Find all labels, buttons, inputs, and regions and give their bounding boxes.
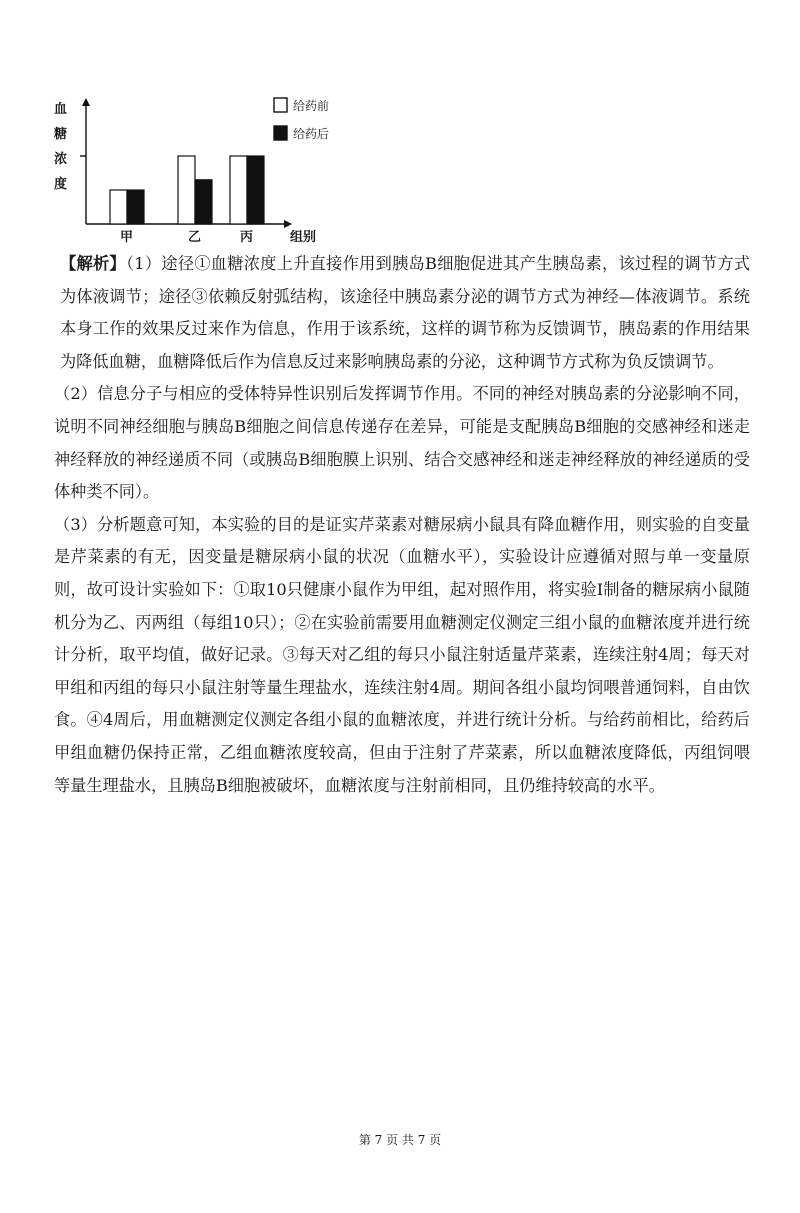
x-axis-arrow <box>284 220 292 228</box>
chart-svg <box>52 92 342 244</box>
y-axis-label-char: 浓 <box>54 152 68 167</box>
y-axis-arrow <box>82 98 90 106</box>
bar-before-1 <box>178 156 195 224</box>
analysis-label: 【解析】 <box>60 254 126 273</box>
blood-sugar-bar-chart <box>52 92 342 244</box>
bar-after-0 <box>127 190 144 224</box>
analysis-paragraph-1 <box>60 248 750 378</box>
y-axis-label-char: 血 <box>54 102 68 117</box>
analysis-paragraph-1-text: （1）途径①血糖浓度上升直接作用到胰岛B细胞促进其产生胰岛素，该过程的调节方式为体液调节；途径③依赖反射弧结构，该途径中胰岛素分泌的调节方式为神经—体液调节。系统本身工作的效果反过来作为信息，作用于该系统，这样的调节称为反馈调节，胰岛素的作用结果为降低血糖，血糖降低后作为信息反过来影响胰岛素的分泌，这种调节方式称为负反馈调节。 <box>60 254 751 371</box>
analysis-paragraph-3: （3）分析题意可知，本实验的目的是证实芹菜素对糖尿病小鼠具有降血糖作用，则实验的自变量是芹菜素的有无，因变量是糖尿病小鼠的状况（血糖水平），实验设计应遵循对照与单一变量原则，故可设计实验如下：①取10只健康小鼠作为甲组，起对照作用，将实验Ⅰ制备的糖尿病小鼠随机分为乙、丙两组（每组10只）；②在实验前需要用血糖测定仪测定三组小鼠的血糖浓度并进行统计分析，取平均值，做好记录。③每天对乙组的每只小鼠注射适量芹菜素，连续注射4周；每天对甲组和丙组的每只小鼠注射等量生理盐水，连续注射4周。期间各组小鼠均饲喂普通饲料，自由饮食。④4周后，用血糖测定仪测定各组小鼠的血糖浓度，并进行统计分析。与给药前相比，给药后甲组血糖仍保持正常，乙组血糖浓度较高，但由于注射了芹菜素，所以血糖浓度降低，丙组饲喂等量生理盐水，且胰岛B细胞被破坏，血糖浓度与注射前相同，且仍维持较高的水平。 <box>54 514 750 795</box>
analysis-section <box>54 248 751 802</box>
x-axis-label: 组别 <box>290 230 317 244</box>
legend-label-1: 给药后 <box>293 127 330 141</box>
analysis-paragraph-2: （2）信息分子与相应的受体特异性识别后发挥调节作用。不同的神经对胰岛素的分泌影响不同，说明不同神经细胞与胰岛B细胞之间信息传递存在差异，可能是支配胰岛B细胞的交感神经和迷走神经释放的神经递质不同（或胰岛B细胞膜上识别、结合交感神经和迷走神经释放的神经递质的受体种类不同）。 <box>54 384 750 502</box>
bar-after-1 <box>195 180 212 224</box>
legend-label-0: 给药前 <box>293 99 330 113</box>
legend-swatch-0 <box>274 98 287 112</box>
category-label: 乙 <box>188 230 202 244</box>
category-label: 丙 <box>240 230 254 244</box>
legend-swatch-1 <box>274 126 287 140</box>
y-axis-label-char: 糖 <box>54 127 68 142</box>
page-footer: 第 7 页 共 7 页 <box>358 1133 442 1147</box>
bar-before-0 <box>110 190 127 224</box>
y-axis-label-char: 度 <box>54 177 68 192</box>
category-label: 甲 <box>120 230 134 244</box>
bar-before-2 <box>230 156 247 224</box>
bar-after-2 <box>247 156 264 224</box>
